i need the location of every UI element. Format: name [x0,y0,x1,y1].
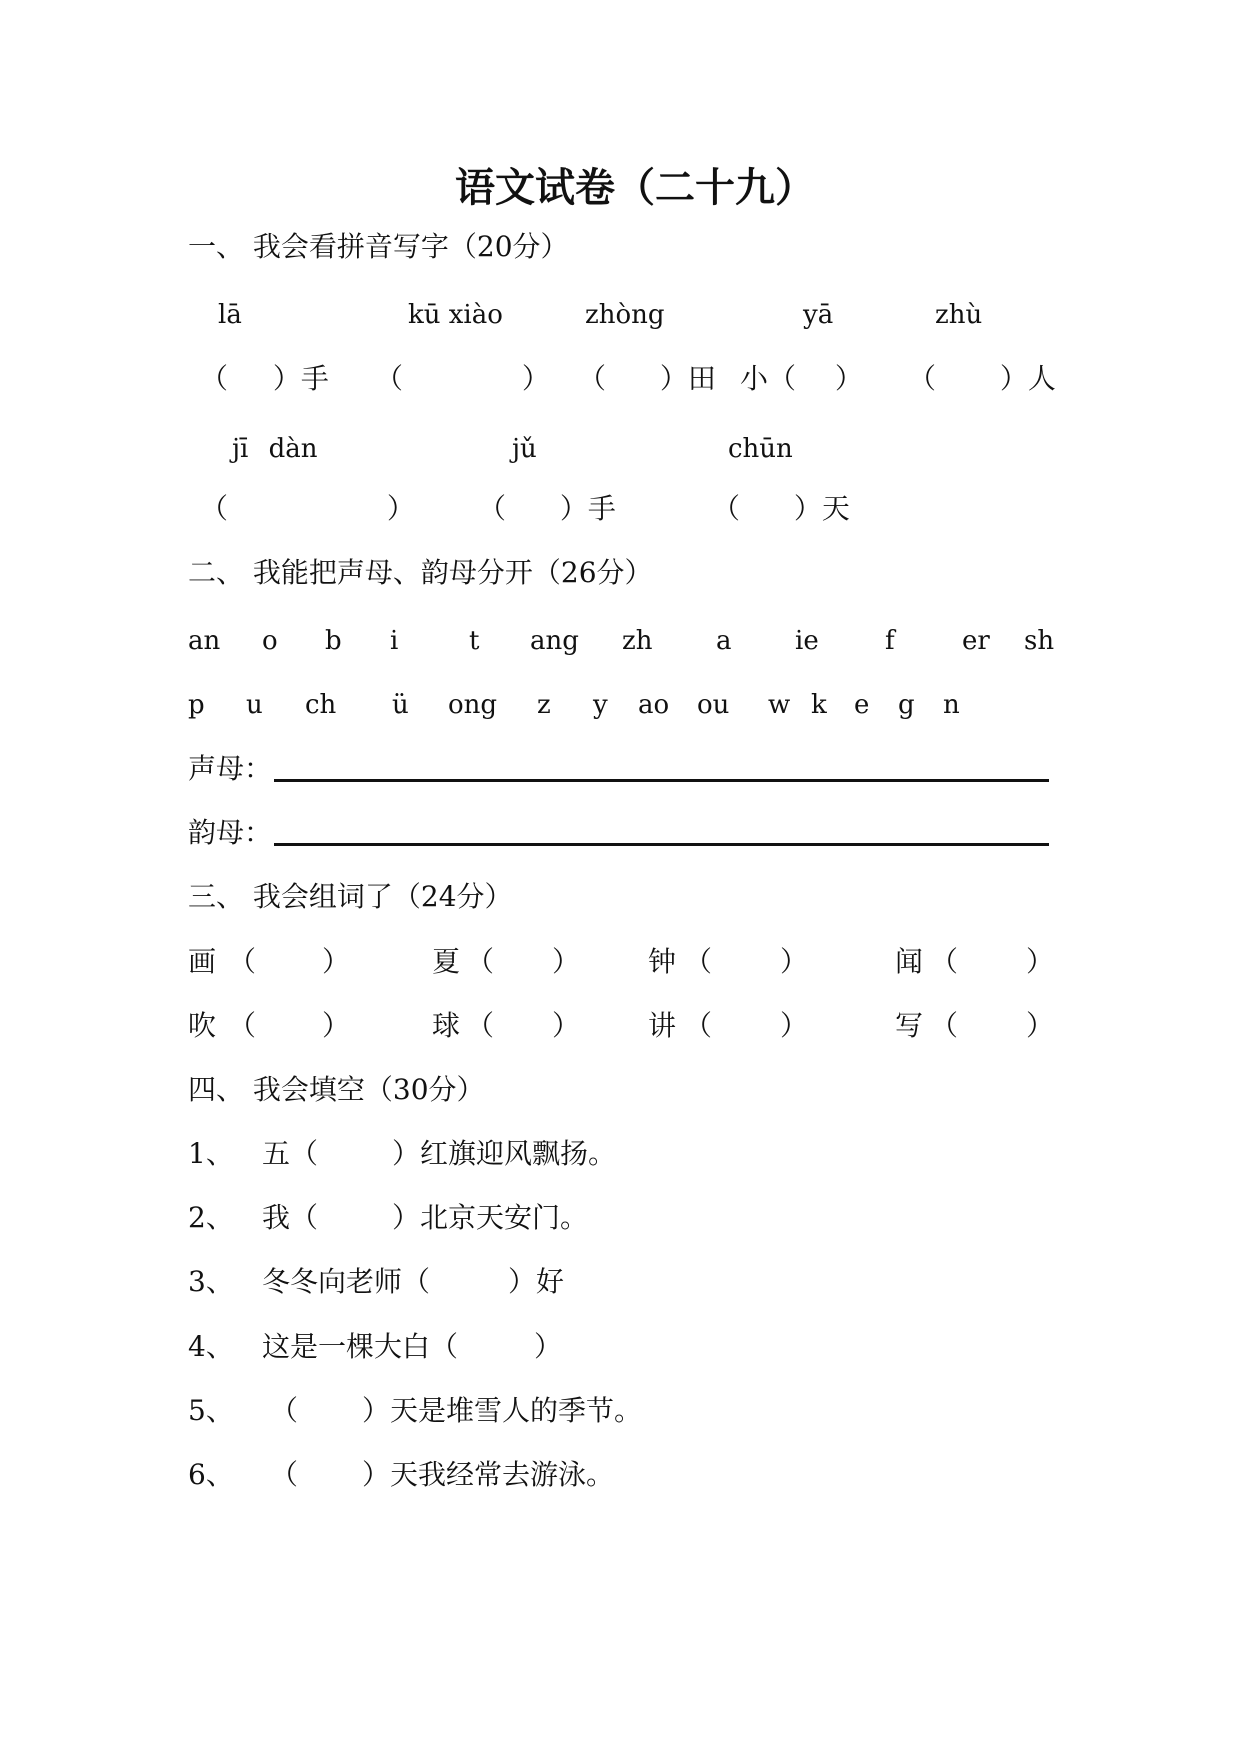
word-paren: （ [466,945,495,978]
pinyin-item: chūn [728,434,793,464]
pinyin-letter: k [811,690,827,720]
pinyin-item: zhù [935,300,983,330]
pinyin-letter: u [246,690,263,720]
yunmu-label: 韵母： [188,816,273,849]
pinyin-letter: f [885,626,895,656]
fill-item-text-a: 我（ [262,1201,319,1234]
word-paren: ） [552,945,581,978]
word-paren: （ [684,945,713,978]
pinyin-letter: ie [795,626,819,656]
word-char: 吹 [188,1009,217,1042]
pinyin-letter: an [188,626,221,656]
fill-item-number: 3、 [188,1265,234,1298]
word-paren: ） [780,945,809,978]
fill-item-text-a: （ [270,1458,299,1491]
pinyin-item: lā [218,300,242,330]
pinyin-item: jǔ [512,434,537,464]
fill-item-text-b: ）天我经常去游泳。 [362,1458,615,1491]
blank-item: （ ）手 [478,492,616,525]
word-paren: （ [684,1009,713,1042]
word-char: 写 [895,1009,924,1042]
pinyin-item: kū xiào [408,300,503,330]
fill-item-text-a: 这是一棵大白（ [262,1330,459,1363]
pinyin-letter: g [898,690,915,720]
section-4-heading: 四、 我会填空（30分） [188,1073,485,1106]
blank-item: （ ）天 [712,492,850,525]
pinyin-letter: w [768,690,791,720]
fill-item-text-a: （ [270,1394,299,1427]
pinyin-letter: e [854,690,870,720]
pinyin-letter: ou [697,690,730,720]
pinyin-letter: a [716,626,732,656]
word-char: 闻 [895,945,924,978]
word-paren: ） [552,1009,581,1042]
shengmu-label: 声母： [188,752,273,785]
word-char: 钟 [648,945,677,978]
fill-item-number: 4、 [188,1330,234,1363]
fill-item-text-b: ）天是堆雪人的季节。 [362,1394,643,1427]
fill-item-number: 1、 [188,1137,234,1170]
section-3-heading: 三、 我会组词了（24分） [188,880,513,913]
fill-item-number: 2、 [188,1201,234,1234]
word-char: 夏 [432,945,461,978]
pinyin-letter: ü [392,690,409,720]
word-paren: （ [228,1009,257,1042]
fill-item-text-a: 五（ [262,1137,319,1170]
word-paren: （ [466,1009,495,1042]
word-char: 讲 [648,1009,677,1042]
blank-item: （ ）人 [908,362,1056,395]
pinyin-letter: ch [305,690,337,720]
word-paren: ） [322,1009,351,1042]
pinyin-letter: p [188,690,205,720]
pinyin-letter: er [962,626,990,656]
word-paren: ） [780,1009,809,1042]
blank-item: （ ） [375,362,550,395]
pinyin-letter: sh [1024,626,1055,656]
fill-item-text-a: 冬冬向老师（ [262,1265,431,1298]
pinyin-letter: i [390,626,399,656]
section-1-heading: 一、 我会看拼音写字（20分） [188,230,569,263]
word-paren: （ [930,945,959,978]
word-paren: ） [1026,1009,1055,1042]
pinyin-letter: n [943,690,960,720]
pinyin-letter: ao [638,690,670,720]
pinyin-letter: ang [530,626,579,656]
blank-item: （ ）手 [200,362,329,395]
blank-item: （ ） [200,492,415,525]
pinyin-item: yā [803,300,834,330]
word-paren: ） [1026,945,1055,978]
fill-item-text-b: ）好 [508,1265,565,1298]
pinyin-letter: zh [622,626,653,656]
pinyin-letter: o [262,626,278,656]
fill-item-text-b: ） [534,1330,563,1363]
word-char: 球 [432,1009,461,1042]
fill-item-text-b: ）红旗迎风飘扬。 [392,1137,617,1170]
fill-item-number: 6、 [188,1458,234,1491]
section-2-heading: 二、 我能把声母、韵母分开（26分） [188,556,653,589]
yunmu-answer-line[interactable] [274,843,1049,846]
word-char: 画 [188,945,217,978]
pinyin-letter: y [593,690,608,720]
page-title: 语文试卷（二十九） [455,164,815,211]
pinyin-item: jī dàn [232,434,318,464]
word-paren: （ [930,1009,959,1042]
word-paren: （ [228,945,257,978]
pinyin-letter: ong [448,690,498,720]
blank-item: 小（ ） [740,362,863,395]
pinyin-item: zhòng [585,300,665,330]
fill-item-number: 5、 [188,1394,234,1427]
shengmu-answer-line[interactable] [274,779,1049,782]
word-paren: ） [322,945,351,978]
pinyin-letter: z [537,690,551,720]
pinyin-letter: t [469,626,480,656]
pinyin-letter: b [325,626,342,656]
fill-item-text-b: ）北京天安门。 [392,1201,589,1234]
blank-item: （ ）田 [578,362,716,395]
